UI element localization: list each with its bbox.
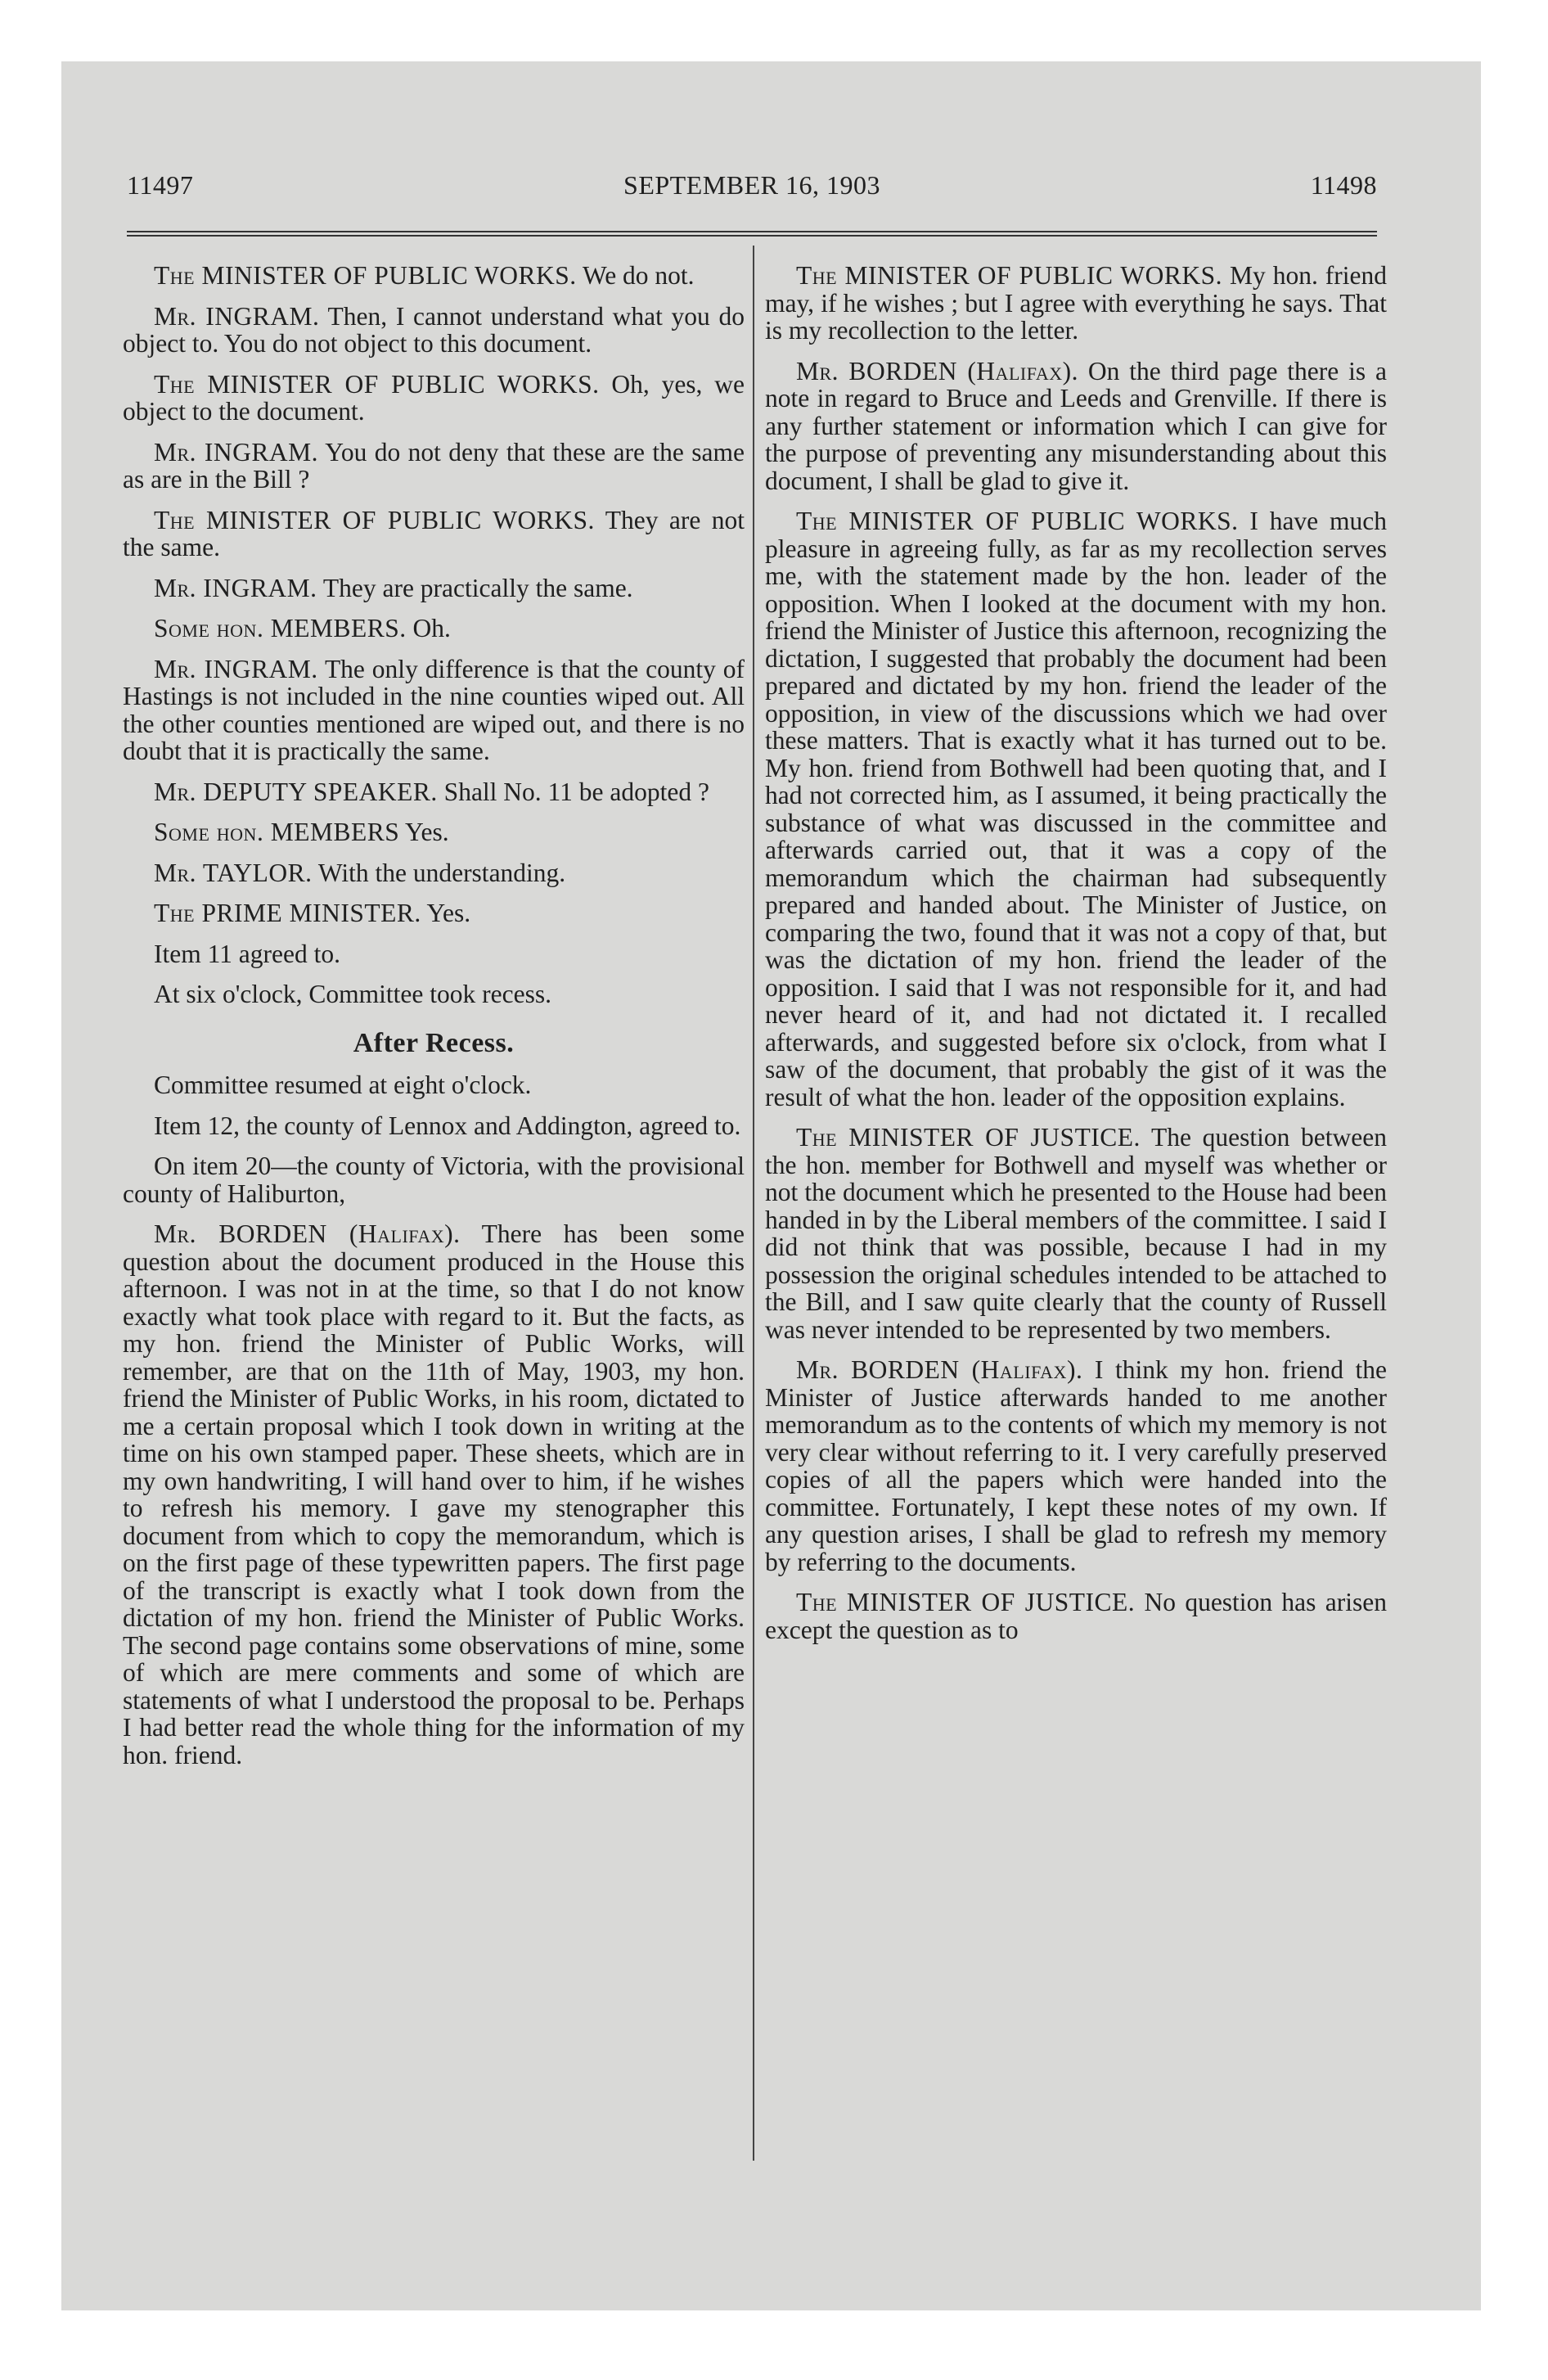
speech: We do not. bbox=[582, 262, 695, 290]
speaker: The MINISTER OF PUBLIC WORKS. bbox=[154, 369, 600, 399]
paragraph bbox=[123, 371, 745, 426]
paragraph bbox=[765, 262, 1387, 345]
paragraph bbox=[123, 262, 745, 290]
paragraph bbox=[765, 1589, 1387, 1643]
paragraph bbox=[123, 1112, 745, 1140]
speaker: Some hon. MEMBERS bbox=[154, 818, 400, 846]
speaker: Mr. INGRAM. bbox=[154, 573, 317, 602]
speech: They are practically the same. bbox=[322, 573, 633, 602]
speaker: Mr. BORDEN (Halifax). bbox=[154, 1219, 461, 1248]
paragraph bbox=[123, 615, 745, 642]
speaker: Mr. BORDEN (Halifax). bbox=[796, 1355, 1083, 1384]
right-column bbox=[765, 262, 1387, 2222]
paragraph bbox=[123, 575, 745, 602]
paragraph bbox=[123, 656, 745, 765]
speech: They are not the same. bbox=[123, 505, 745, 561]
speech: You do not deny that these are the same as are in the Bill ? bbox=[123, 437, 745, 494]
header-rule bbox=[127, 231, 1377, 237]
speaker: The MINISTER OF PUBLIC WORKS. bbox=[796, 262, 1223, 290]
speech: Shall No. 11 be adopted ? bbox=[443, 777, 709, 806]
speech: Then, I cannot understand what you do object to. You do not object to this document. bbox=[123, 301, 745, 358]
proceeding: Item 11 agreed to. bbox=[154, 939, 340, 968]
proceeding: Committee resumed at eight o'clock. bbox=[154, 1071, 532, 1099]
paragraph bbox=[765, 1356, 1387, 1575]
speech: I think my hon. friend the Minister of Justice afterwards handed to me another memorandum as to the contents of which my memory is not very clear without referring to it. I very carefully preserved copies of all the papers which were handed into the committee. Fortunately, I kept these notes of my own. If any question arises, I shall be glad to refresh my memory by referring to the documents. bbox=[765, 1355, 1387, 1576]
speaker: The PRIME MINISTER. bbox=[154, 899, 421, 927]
speech: With the understanding. bbox=[317, 858, 566, 887]
speech: Oh. bbox=[412, 614, 451, 642]
speaker: Mr. DEPUTY SPEAKER. bbox=[154, 777, 438, 806]
speech: Oh, yes, we object to the document. bbox=[123, 369, 745, 426]
proceeding: On item 20—the county of Victoria, with the provisional county of Haliburton, bbox=[123, 1152, 745, 1208]
paragraph bbox=[123, 1220, 745, 1769]
paragraph bbox=[123, 940, 745, 968]
page-number-right: 11498 bbox=[1310, 170, 1377, 200]
paragraph bbox=[123, 507, 745, 561]
speech: Yes. bbox=[426, 899, 471, 927]
speech: I have much pleasure in agreeing fully, as far as my recollection serves me, with the statement made by the hon. leader of the opposition. When I looked at the document with my hon. friend the Minister of Justice this afternoon, recognizing the dictation, I suggested that probably the document had been prepared and dictated by my hon. friend the leader of the opposition, in view of the discussions which we had over these matters. That is exactly what it has turned out to be. My hon. friend from Bothwell had been quoting that, and I had not corrected him, as I assumed, it being practically the substance of what was discussed in the committee and afterwards carried out, that it was a copy of the memorandum which the chairman had subsequently prepared and handed about. The Minister of Justice, on comparing the two, found that it was not a copy of that, but was the dictation of my hon. friend the leader of the opposition. I said that I was not responsible for it, and had never heard of it, and had not dictated it. I recalled afterwards, and suggested before six o'clock, from what I saw of the document, that probably the gist of it was the result of what the hon. leader of the opposition explains. bbox=[765, 507, 1387, 1111]
speaker: The MINISTER OF PUBLIC WORKS. bbox=[154, 262, 577, 290]
speaker: The MINISTER OF PUBLIC WORKS. bbox=[154, 505, 595, 534]
speech: There has been some question about the document produced in the House this afternoon. I was not in at the time, so that I do not know exactly what took place with regard to it. But the facts, as my hon. friend the Minister of Public Works, will remember, are that on the 11th of May, 1903, my hon. friend the Minister of Public Works, in his room, dictated to me a certain proposal which I took down in writing at the time on his own stamped paper. These sheets, which are in my own handwriting, I will hand over to him, if he wishes to refresh his memory. I gave my stenographer this document from which to copy the memorandum, which is on the first page of these typewritten papers. The first page of the transcript is exactly what I took down from the dictation of my hon. friend the Minister of Public Works. The second page contains some observations of mine, some of which are mere comments and some of which are statements of what I understood the proposal to be. Perhaps I had better read the whole thing for the information of my hon. friend. bbox=[123, 1219, 745, 1769]
section-heading: After Recess. bbox=[353, 1027, 515, 1058]
left-column bbox=[123, 262, 745, 2222]
speaker: The MINISTER OF PUBLIC WORKS. bbox=[796, 507, 1239, 535]
paragraph bbox=[123, 303, 745, 358]
speaker: Some hon. MEMBERS. bbox=[154, 614, 407, 642]
speech: Yes. bbox=[404, 818, 449, 846]
column-divider bbox=[753, 246, 754, 2161]
paragraph bbox=[765, 507, 1387, 1111]
paragraph bbox=[123, 859, 745, 887]
paragraph bbox=[123, 778, 745, 806]
paragraph bbox=[123, 1071, 745, 1099]
proceeding: Item 12, the county of Lennox and Addington, agreed to. bbox=[154, 1111, 741, 1140]
speaker: Mr. INGRAM. bbox=[154, 437, 319, 467]
speaker: The MINISTER OF JUSTICE. bbox=[796, 1588, 1136, 1616]
page-number-left: 11497 bbox=[127, 170, 194, 200]
page-header bbox=[127, 170, 1377, 211]
speaker: Mr. TAYLOR. bbox=[154, 858, 313, 887]
paragraph bbox=[765, 358, 1387, 495]
paragraph bbox=[765, 1124, 1387, 1343]
speaker: The MINISTER OF JUSTICE. bbox=[796, 1123, 1141, 1152]
speaker: Mr. INGRAM. bbox=[154, 301, 320, 331]
paragraph bbox=[123, 818, 745, 846]
speech: The only difference is that the county of Hastings is not included in the nine counties wiped out. All the other counties mentioned are wiped out, and there is no doubt that it is practically the same. bbox=[123, 654, 745, 765]
speech: The question between the hon. member for Bothwell and myself was whether or not the document which he presented to the House had been handed in by the Liberal members of the committee. I said I did not think that was possible, because I had in my possession the original schedules intended to be attached to the Bill, and I saw quite clearly that the county of Russell was never intended to be represented by two members. bbox=[765, 1123, 1387, 1344]
paragraph bbox=[123, 980, 745, 1008]
speaker: Mr. INGRAM. bbox=[154, 654, 318, 683]
speaker: Mr. BORDEN (Halifax). bbox=[796, 356, 1078, 385]
page-date: SEPTEMBER 16, 1903 bbox=[623, 170, 880, 200]
paragraph bbox=[123, 899, 745, 927]
paragraph bbox=[123, 1152, 745, 1207]
speech: No question has arisen except the question as to bbox=[765, 1588, 1387, 1644]
paragraph bbox=[123, 439, 745, 494]
speech: On the third page there is a note in regard to Bruce and Leeds and Grenville. If there is any further statement or information which I can give for the purpose of preventing any misunderstanding about this document, I shall be glad to give it. bbox=[765, 356, 1387, 495]
speech: My hon. friend may, if he wishes ; but I agree with everything he says. That is my recollection to the letter. bbox=[765, 262, 1387, 345]
proceeding: At six o'clock, Committee took recess. bbox=[154, 980, 551, 1008]
